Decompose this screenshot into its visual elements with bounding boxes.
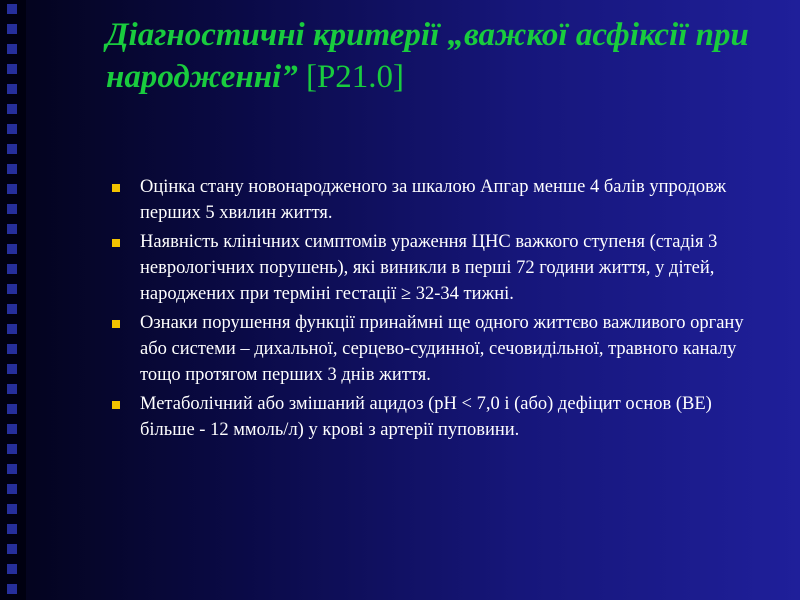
decorative-square-icon bbox=[7, 424, 17, 434]
bullet-square-icon bbox=[112, 184, 120, 192]
decorative-square-icon bbox=[7, 184, 17, 194]
decorative-square-icon bbox=[7, 84, 17, 94]
decorative-square-icon bbox=[7, 164, 17, 174]
criteria-list bbox=[106, 174, 766, 446]
decorative-left-strip bbox=[0, 0, 26, 600]
decorative-square-icon bbox=[7, 524, 17, 534]
criteria-item-text: Оцінка стану новонародженого за шкалою Апгар менше 4 балів упродовж перших 5 хвилин життя. bbox=[140, 177, 727, 223]
decorative-square-icon bbox=[7, 264, 17, 274]
decorative-square-icon bbox=[7, 4, 17, 14]
decorative-square-icon bbox=[7, 284, 17, 294]
decorative-square-icon bbox=[7, 24, 17, 34]
criteria-item bbox=[106, 310, 766, 388]
decorative-square-icon bbox=[7, 44, 17, 54]
decorative-square-icon bbox=[7, 384, 17, 394]
decorative-square-icon bbox=[7, 144, 17, 154]
bullet-square-icon bbox=[112, 401, 120, 409]
bullet-square-icon bbox=[112, 320, 120, 328]
decorative-square-icon bbox=[7, 244, 17, 254]
slide-title bbox=[106, 14, 776, 98]
criteria-item-text: Наявність клінічних симптомів ураження ЦНС важкого ступеня (стадія 3 неврологічних порушень), які виникли в перші 72 години життя, у дітей, народжених при терміні гестації ≥ 32-34 тижні. bbox=[140, 232, 718, 304]
decorative-square-icon bbox=[7, 444, 17, 454]
decorative-square-icon bbox=[7, 584, 17, 594]
decorative-square-icon bbox=[7, 544, 17, 554]
criteria-item-text: Ознаки порушення функції принаймні ще одного життєво важливого органу або системи – дихальної, серцево-судинної, сечовидільної, травного каналу тощо протягом перших 3 днів життя. bbox=[140, 313, 744, 385]
slide-title-main: Діагностичні критерії „важкої асфіксії при народженні” bbox=[106, 17, 749, 95]
decorative-square-icon bbox=[7, 224, 17, 234]
decorative-square-icon bbox=[7, 504, 17, 514]
slide-title-code: [P21.0] bbox=[297, 59, 405, 95]
decorative-square-icon bbox=[7, 564, 17, 574]
decorative-square-icon bbox=[7, 324, 17, 334]
decorative-square-icon bbox=[7, 464, 17, 474]
decorative-square-icon bbox=[7, 204, 17, 214]
decorative-square-icon bbox=[7, 304, 17, 314]
criteria-item-text: Метаболічний або змішаний ацидоз (pH < 7,0 і (або) дефіцит основ (BE) більше - 12 ммоль/л) у крові з артерії пуповини. bbox=[140, 394, 712, 440]
bullet-square-icon bbox=[112, 239, 120, 247]
criteria-item bbox=[106, 174, 766, 226]
decorative-square-icon bbox=[7, 124, 17, 134]
criteria-item bbox=[106, 391, 766, 443]
decorative-square-icon bbox=[7, 64, 17, 74]
decorative-square-icon bbox=[7, 344, 17, 354]
decorative-square-icon bbox=[7, 404, 17, 414]
criteria-item bbox=[106, 229, 766, 307]
decorative-square-icon bbox=[7, 484, 17, 494]
decorative-square-icon bbox=[7, 364, 17, 374]
decorative-square-icon bbox=[7, 104, 17, 114]
